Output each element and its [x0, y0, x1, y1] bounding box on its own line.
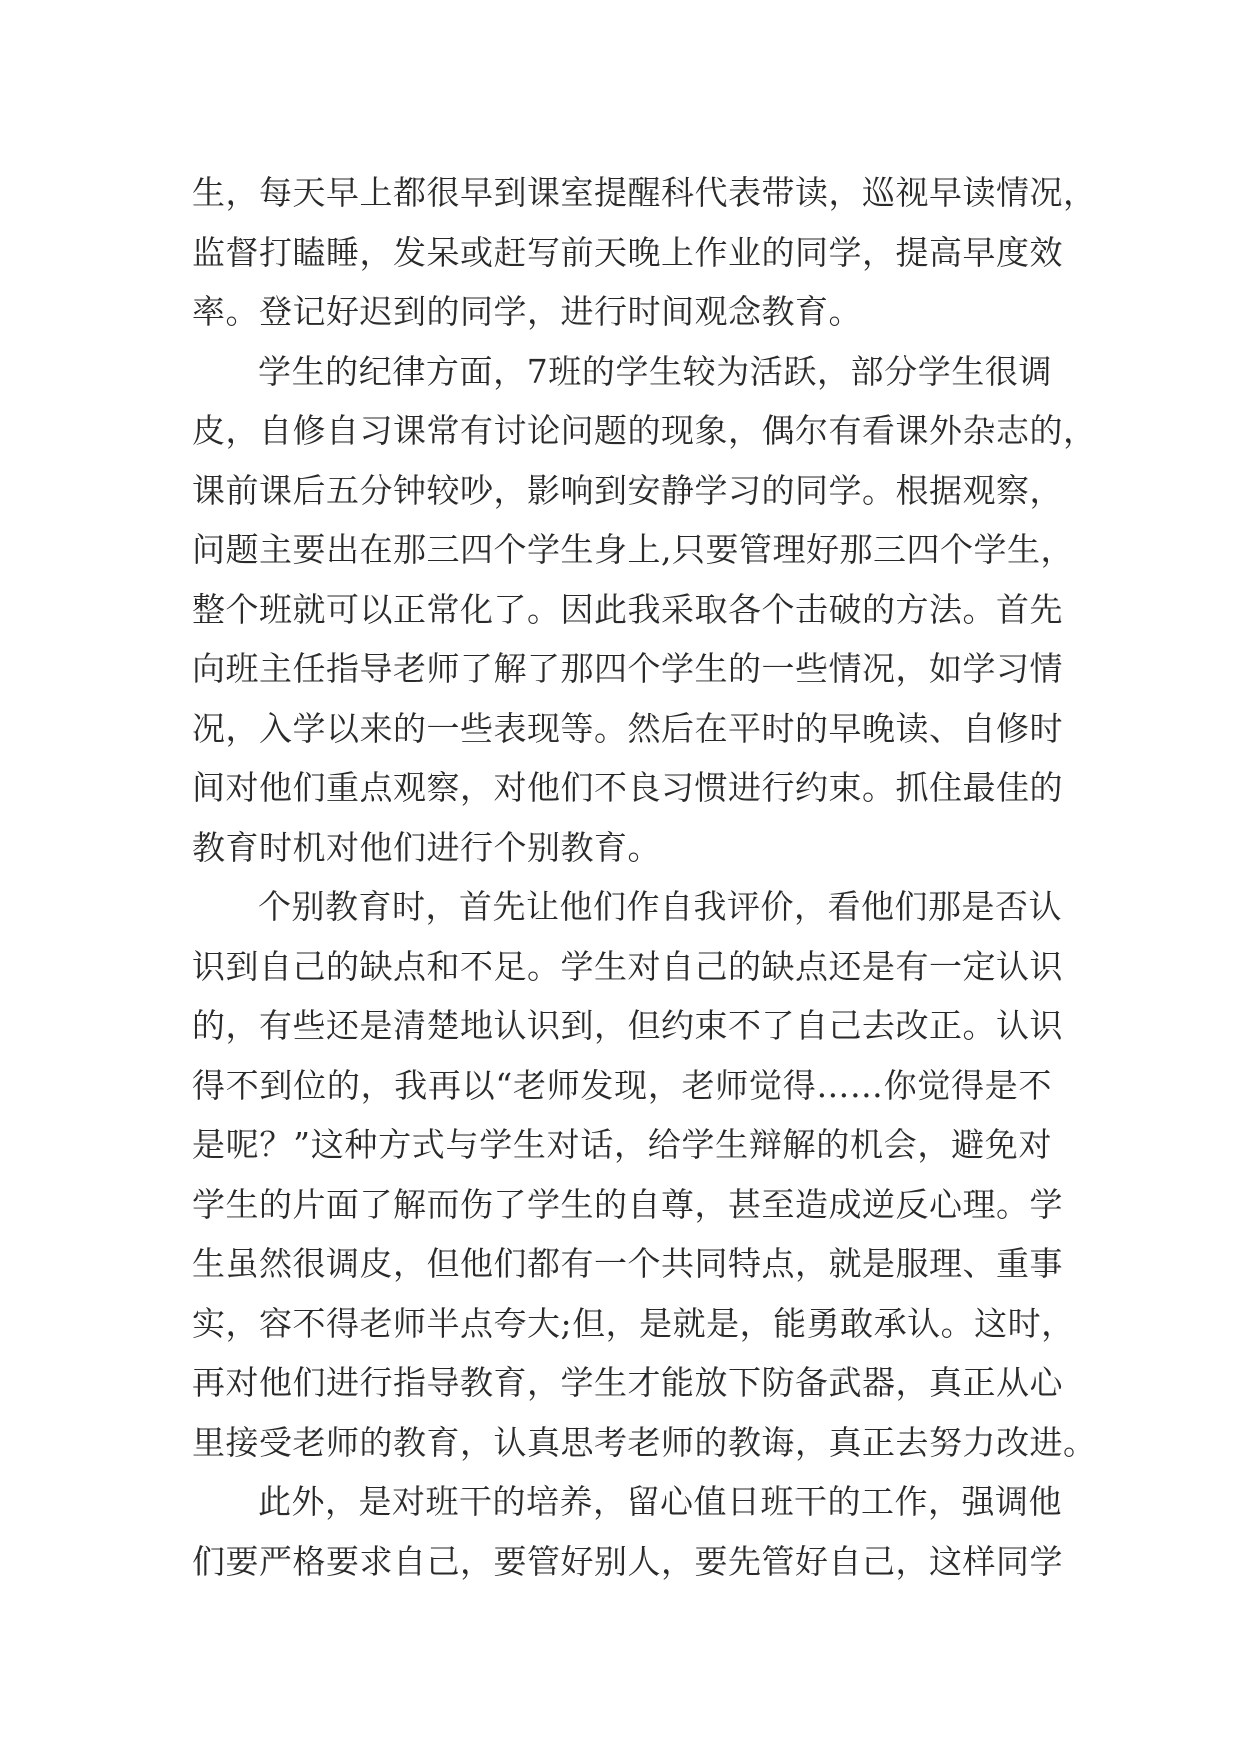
text-line: 间对他们重点观察，对他们不良习惯进行约束。抓住最佳的 [192, 768, 1063, 807]
text-line: 得不到位的，我再以“老师发现，老师觉得……你觉得是不 [192, 1065, 1052, 1105]
text-line: 的，有些还是清楚地认识到，但约束不了自己去改正。认识 [192, 1006, 1063, 1045]
text-line: 实，容不得老师半点夸大;但，是就是，能勇敢承认。这时， [192, 1303, 1075, 1343]
document-body [192, 163, 1097, 1591]
text-line: 里接受老师的教育，认真思考老师的教诲，真正去努力改进。 [192, 1422, 1097, 1462]
text-line: 课前课后五分钟较吵，影响到安静学习的同学。根据观察， [192, 470, 1063, 510]
paragraph-first-line: 学生的纪律方面，7班的学生较为活跃，部分学生很调 [258, 351, 1052, 391]
text-line: 们要严格要求自己，要管好别人，要先管好自己，这样同学 [192, 1541, 1063, 1581]
text-line: 识到自己的缺点和不足。学生对自己的缺点还是有一定认识 [192, 946, 1063, 986]
text-line: 生虽然很调皮，但他们都有一个共同特点，就是服理、重事 [192, 1244, 1063, 1283]
paragraph-first-line: 此外，是对班干的培养，留心值日班干的工作，强调他 [258, 1482, 1062, 1521]
text-line: 向班主任指导老师了解了那四个学生的一些情况，如学习情 [192, 649, 1063, 688]
text-line: 监督打瞌睡，发呆或赶写前天晚上作业的同学，提高早度效 [192, 232, 1063, 272]
text-line: 况，入学以来的一些表现等。然后在平时的早晚读、自修时 [192, 708, 1063, 748]
text-line: 教育时机对他们进行个别教育。 [192, 827, 661, 867]
text-line: 皮，自修自习课常有讨论问题的现象，偶尔有看课外杂志的， [192, 411, 1097, 450]
text-line: 整个班就可以正常化了。因此我采取各个击破的方法。首先 [192, 589, 1063, 629]
text-line: 问题主要出在那三四个学生身上,只要管理好那三四个学生， [192, 530, 1074, 569]
text-line: 是呢？”这种方式与学生对话，给学生辩解的机会，避免对 [192, 1125, 1052, 1164]
text-line: 率。登记好迟到的同学，进行时间观念教育。 [192, 292, 862, 331]
text-line: 再对他们进行指导教育，学生才能放下防备武器，真正从心 [192, 1363, 1063, 1402]
text-line: 生，每天早上都很早到课室提醒科代表带读，巡视早读情况， [192, 173, 1097, 212]
text-line: 学生的片面了解而伤了学生的自尊，甚至造成逆反心理。学 [192, 1184, 1063, 1224]
paragraph-first-line: 个别教育时，首先让他们作自我评价，看他们那是否认 [258, 887, 1062, 926]
